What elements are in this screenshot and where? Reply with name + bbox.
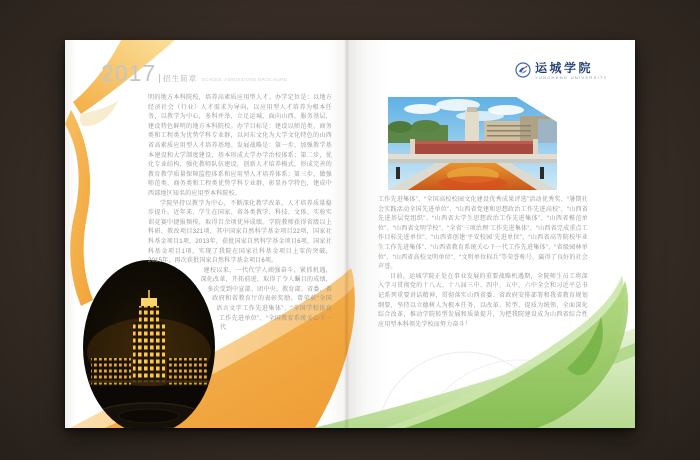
university-emblem-icon bbox=[515, 62, 531, 78]
brochure-spread bbox=[65, 40, 635, 428]
right-page-content bbox=[347, 40, 635, 428]
paragraph: 学院坚持以教学为中心，不断深化教学改革，人才培养质量稳步提升。近年来，学生在国家、省各类教学、科技、文体、实验实训竞赛中捷报频传，取得百余项优异成绩。学院教师获得省级以上科研、教改项目321项，其中国家自然科学基金项目22项，国家社科基金项目1项，2013年，获批国家自然科学基金项目6项，国家社科基金项目1项，实现了我院在国家社科基金项目上零的突破，2015年，再次获批国家自然科学基金项目6项。 bbox=[148, 200, 332, 265]
right-page-body-text bbox=[378, 196, 588, 330]
monument-tower bbox=[465, 111, 479, 143]
logo-english-name: YUNCHENG UNIVERSITY bbox=[535, 75, 608, 80]
left-page-body-text bbox=[148, 94, 332, 428]
title-english: SCHOOL ADMISSIONS BROCHURE bbox=[201, 77, 288, 82]
left-wing bbox=[91, 358, 131, 388]
title-chinese: 招生简章 bbox=[159, 74, 197, 83]
lamp-post bbox=[396, 167, 400, 179]
university-logo bbox=[515, 62, 608, 80]
brochure-title bbox=[101, 60, 287, 87]
title-year: 2017 bbox=[101, 60, 157, 86]
paragraph: 明的地方本科院校，培养高素质应用型人才。办学定位是：以地方经济社会（行业）人才需求为导向，以应用型人才培养为根本任务，以教学为中心，多科并举，立足运城，面向山西，服务基层，建设特色鲜明的地方本科院校。办学目标是：建设以师范类、商务类和工程类为优势学科专业群，以河东文化为大学文化特色的山西省高素质应用型人才培养基地。发展战略是：第一步，加强教学基本建设和大学制度建设，基本形成大学办学治校体系；第二步，优化专业结构，强化教师队伍建设，创新人才培养模式，形成完善的教育教学质量保障监控体系和应用型人才培养体系；第三步，做强师范类、商务类和工程类优势学科专业群，彰显办学特色，建成中西部地区知名的应用型本科院校。 bbox=[148, 95, 332, 197]
lamp-post bbox=[540, 167, 544, 179]
page-spine-shadow bbox=[344, 40, 350, 428]
campus-gate-photo bbox=[388, 97, 557, 190]
paragraph: 工作先进集体”、“全国高校校园文化建设优秀成果评选”活动优秀奖、“暑期社会实践活动全国先进单位”、“山西省党建和思想政治工作先进高校”、“山西省先进基层党组织”、“山西省大学生思想政治工作先进集体”、“山西省模范单位”、“山西省文明学校”、“全省‘三项治理’工作先进集体”、“山西省完成重点工作目标先进单位”、“山西省创建‘平安校园’先进单位”、“山西省高等院校毕业生工作先进集体”、“山西省教育系统关心下一代工作先进集体”、“省级园林单位”、“山西省高校文明单位”、“文明单位标兵”等荣誉称号，赢得了良好的社会声誉。 bbox=[378, 197, 588, 271]
paragraph: 建校以来，一代代学人顽强奋斗，紧抓机遇，深化改革，开拓前进，取得了令人瞩目的成绩，多次受到中宣部、团中央、教育部、省委、省政府和省教育厅的表彰奖励。曾荣获“全国语言文字工作先进集体”、“全国学校体育工作先进单位”、“全国教育系统关心下一代 bbox=[200, 267, 332, 332]
gold-ribbon-strip bbox=[65, 110, 93, 306]
logo-chinese-name: 运城学院 bbox=[535, 61, 594, 75]
paragraph: 目前，运城学院正处在事业发展的重要战略机遇期，全院师生员工将深入学习贯彻党的十八大、十八届三中、四中、五中、六中全会和习近平总书记系列重要讲话精神，贯彻落实山西省委、省政府安排部署和我省教育规划纲要，坚持以立德树人为根本任务，以改革、转型、提质为统领，全面深化综合改革，推动学院转型发展和质量提升，为把我院建设成为山西省综合性应用型本科领先学校而努力奋斗！ bbox=[378, 273, 588, 328]
